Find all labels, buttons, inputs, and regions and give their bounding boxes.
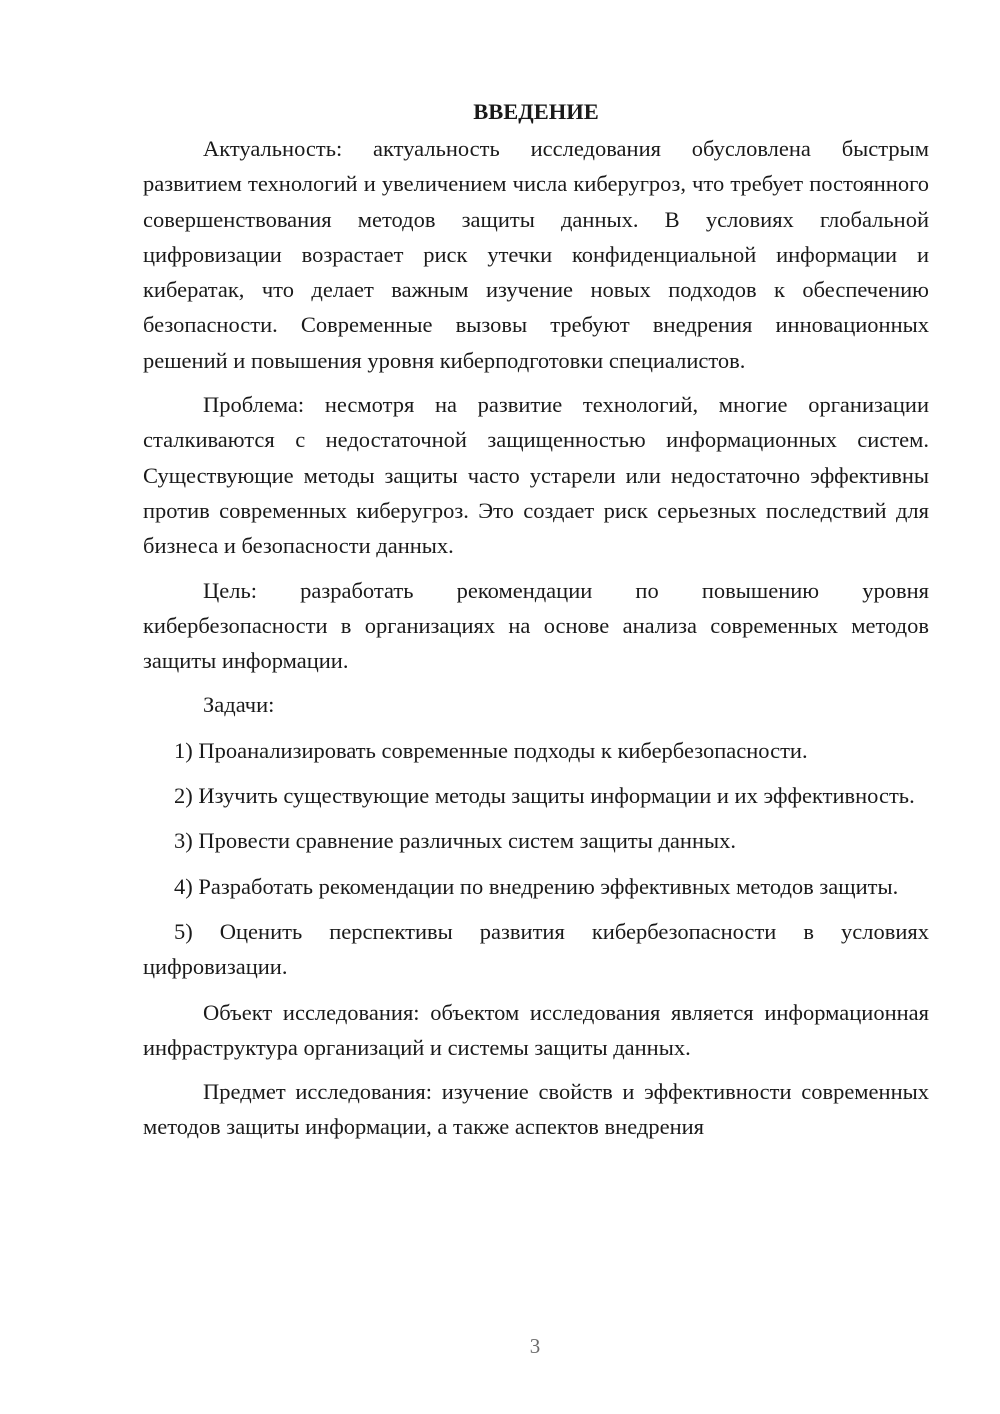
section-heading: ВВЕДЕНИЕ bbox=[473, 99, 599, 124]
task-item-3: 3) Провести сравнение различных систем защиты данных. bbox=[174, 828, 736, 854]
task-item-4: 4) Разработать рекомендации по внедрению эффективных методов защиты. bbox=[174, 873, 899, 899]
paragraph-object: Объект исследования: объектом исследования является информационная инфраструктура организаций и системы защиты данных. bbox=[143, 999, 929, 1060]
paragraph-subject: Предмет исследования: изучение свойств и эффективности современных методов защиты информации, а также аспектов внедрения bbox=[143, 1079, 929, 1140]
paragraph-problem: Проблема: несмотря на развитие технологий, многие организации сталкиваются с недостаточной защищенностью информационных систем. Существующие методы защиты часто устарели или недостаточно эффективны против современных киберугроз. Это создает риск серьезных последствий для бизнеса и безопасности данных. bbox=[143, 392, 929, 559]
paragraph-relevance: Актуальность: актуальность исследования обусловлена быстрым развитием технологий и увеличением числа киберугроз, что требует постоянного совершенствования методов защиты данных. В условиях глобальной цифровизации возрастает риск утечки конфиденциальной информации и кибератак, что делает важным изучение новых подходов к обеспечению безопасности. Современные вызовы требуют внедрения инновационных решений и повышения уровня киберподготовки специалистов. bbox=[143, 136, 929, 373]
task-item-1: 1) Проанализировать современные подходы к кибербезопасности. bbox=[174, 737, 808, 763]
paragraph-goal: Цель: разработать рекомендации по повышению уровня кибербезопасности в организациях на основе анализа современных методов защиты информации. bbox=[143, 577, 929, 674]
tasks-label: Задачи: bbox=[203, 692, 275, 718]
page-number: 3 bbox=[529, 1334, 541, 1358]
task-item-5: 5) Оценить перспективы развития кибербезопасности в условиях цифровизации. bbox=[143, 918, 929, 980]
page-content bbox=[143, 94, 929, 1154]
task-item-2: 2) Изучить существующие методы защиты информации и их эффективность. bbox=[174, 783, 915, 809]
